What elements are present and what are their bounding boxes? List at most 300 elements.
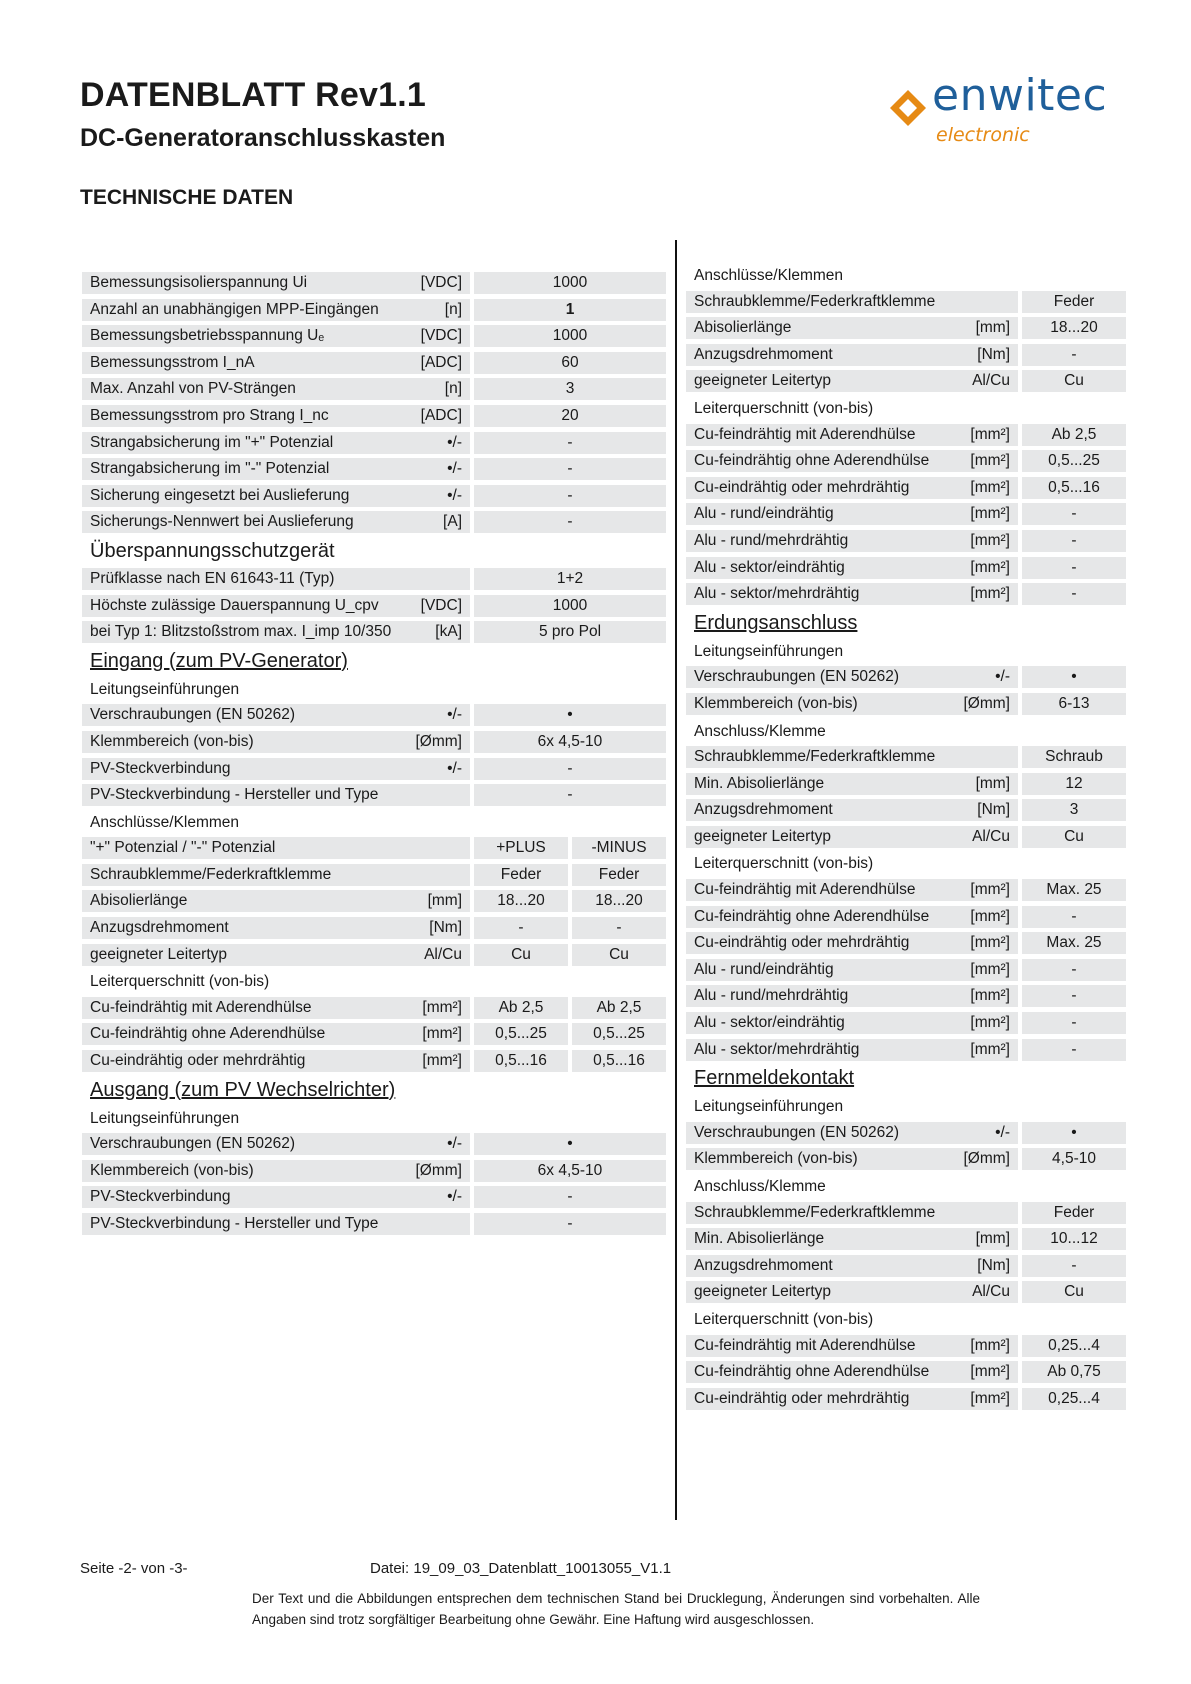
spec-value-minus: 0,5...25 <box>572 1023 666 1045</box>
spec-value: Cu <box>1022 826 1126 848</box>
spec-unit: [mm²] <box>970 585 1010 603</box>
section-heading <box>686 1063 1126 1093</box>
spec-value: 10...12 <box>1022 1228 1126 1250</box>
spec-unit: [mm²] <box>970 907 1010 925</box>
spec-unit: [mm²] <box>970 1363 1010 1381</box>
right-spec-column <box>686 262 1126 1412</box>
section-heading-label: Überspannungsschutzgerät <box>90 539 335 562</box>
spec-value: - <box>474 458 666 480</box>
spec-label: Alu - sektor/mehrdrähtig <box>686 583 1018 605</box>
spec-unit <box>382 784 462 806</box>
spec-unit: Al/Cu <box>972 827 1010 845</box>
spec-row <box>686 1200 1126 1227</box>
spec-value: - <box>474 1213 666 1235</box>
spec-unit: •/- <box>447 433 462 451</box>
subsection-label-row <box>686 1173 1126 1200</box>
spec-value: Feder <box>1022 1202 1126 1224</box>
spec-row <box>686 1333 1126 1360</box>
spec-label: Strangabsicherung im "+" Potenzial <box>82 432 470 454</box>
spec-unit: [Ømm] <box>963 1150 1010 1168</box>
spec-unit <box>382 864 462 886</box>
spec-label: Alu - rund/eindrähtig <box>686 503 1018 525</box>
subsection-label: Leiterquerschnitt (von-bis) <box>694 855 874 873</box>
spec-value: - <box>1022 530 1126 552</box>
spec-row <box>686 555 1126 582</box>
spec-label: Anzugsdrehmoment <box>686 1255 1018 1277</box>
spec-label: Cu-eindrähtig oder mehrdrähtig <box>82 1050 470 1072</box>
subsection-label-row <box>82 809 666 836</box>
spec-unit: [Ømm] <box>415 1161 462 1179</box>
spec-unit: •/- <box>995 1123 1010 1141</box>
subsection-label-row <box>686 850 1126 877</box>
spec-unit: [mm] <box>427 892 462 910</box>
spec-row <box>82 376 666 403</box>
spec-value: Max. 25 <box>1022 932 1126 954</box>
spec-row <box>82 888 666 915</box>
spec-value: - <box>1022 985 1126 1007</box>
spec-row <box>82 756 666 783</box>
spec-label: geeigneter Leitertyp <box>686 826 1018 848</box>
spec-value: - <box>474 511 666 533</box>
spec-value-plus: 18...20 <box>474 890 568 912</box>
spec-value: 6x 4,5-10 <box>474 1160 666 1182</box>
section-heading <box>82 536 666 566</box>
section-heading <box>686 608 1126 638</box>
spec-value: 0,5...25 <box>1022 450 1126 472</box>
spec-unit: •/- <box>447 706 462 724</box>
spec-value: 0,25...4 <box>1022 1388 1126 1410</box>
spec-row <box>686 368 1126 395</box>
spec-value: - <box>474 1186 666 1208</box>
spec-unit: •/- <box>447 486 462 504</box>
spec-unit: [mm] <box>975 774 1010 792</box>
spec-label: Alu - sektor/eindrähtig <box>686 557 1018 579</box>
subsection-label-row <box>686 638 1126 665</box>
spec-value: 0,5...16 <box>1022 477 1126 499</box>
spec-value: • <box>474 1133 666 1155</box>
spec-value: - <box>1022 959 1126 981</box>
spec-unit <box>382 837 462 859</box>
logo-subtitle: electronic <box>936 124 1030 146</box>
spec-unit <box>924 1202 1010 1224</box>
spec-unit: [mm²] <box>970 987 1010 1005</box>
spec-row <box>686 824 1126 851</box>
spec-value: • <box>1022 666 1126 688</box>
spec-value-minus: Ab 2,5 <box>572 997 666 1019</box>
spec-label: Max. Anzahl von PV-Strängen <box>82 378 470 400</box>
spec-label: Alu - rund/mehrdrähtig <box>686 985 1018 1007</box>
spec-label: Abisolierlänge <box>82 890 470 912</box>
spec-label: Cu-feindrähtig mit Aderendhülse <box>686 424 1018 446</box>
spec-unit: [ADC] <box>420 406 462 424</box>
spec-label: PV-Steckverbindung - Hersteller und Type <box>82 1213 470 1235</box>
spec-value: - <box>474 485 666 507</box>
spec-unit: [A] <box>443 513 462 531</box>
spec-value: • <box>1022 1122 1126 1144</box>
spec-unit: [mm²] <box>422 998 462 1016</box>
subsection-label-row <box>686 395 1126 422</box>
spec-value-minus: -MINUS <box>572 837 666 859</box>
section-heading-label: Erdungsanschluss <box>694 611 858 634</box>
spec-unit <box>382 1213 462 1235</box>
subsection-label-row <box>686 718 1126 745</box>
spec-label: Schraubklemme/Federkraftklemme <box>686 291 1018 313</box>
spec-label: Cu-feindrähtig mit Aderendhülse <box>686 879 1018 901</box>
spec-label: Verschraubungen (EN 50262) <box>686 666 1018 688</box>
spec-unit: [mm²] <box>970 881 1010 899</box>
spec-label: Bemessungsstrom I_nA <box>82 352 470 374</box>
section-heading-label: Eingang (zum PV-Generator) <box>90 649 348 672</box>
spec-row <box>686 1253 1126 1280</box>
spec-row <box>686 1146 1126 1173</box>
spec-row <box>686 930 1126 957</box>
subsection-label: Anschlüsse/Klemmen <box>694 267 844 284</box>
spec-row <box>82 483 666 510</box>
spec-unit: [Nm] <box>977 345 1010 363</box>
spec-row <box>686 342 1126 369</box>
spec-row <box>686 1386 1126 1413</box>
spec-value: 1000 <box>474 325 666 347</box>
spec-value: 3 <box>474 378 666 400</box>
spec-label: geeigneter Leitertyp <box>686 370 1018 392</box>
spec-row <box>686 904 1126 931</box>
spec-row <box>82 593 666 620</box>
spec-value: 1000 <box>474 595 666 617</box>
spec-value: Schraub <box>1022 746 1126 768</box>
subsection-label: Leitungseinführungen <box>90 1109 240 1127</box>
spec-label: Cu-feindrähtig ohne Aderendhülse <box>686 1361 1018 1383</box>
spec-label: PV-Steckverbindung <box>82 1186 470 1208</box>
spec-unit: [mm²] <box>970 505 1010 523</box>
spec-value: - <box>1022 344 1126 366</box>
section-heading-label: Ausgang (zum PV Wechselrichter) <box>90 1078 396 1101</box>
spec-unit: [Ømm] <box>415 732 462 750</box>
subsection-label-row <box>82 1105 666 1132</box>
spec-unit: [mm] <box>975 319 1010 337</box>
spec-value: - <box>474 432 666 454</box>
spec-value: • <box>474 704 666 726</box>
spec-label: Cu-feindrähtig ohne Aderendhülse <box>686 906 1018 928</box>
spec-label: Verschraubungen (EN 50262) <box>686 1122 1018 1144</box>
subsection-label-row <box>82 676 666 703</box>
spec-label: Anzugsdrehmoment <box>82 917 470 939</box>
spec-row <box>686 448 1126 475</box>
subsection-label: Leiterquerschnitt (von-bis) <box>694 1310 874 1328</box>
spec-value: - <box>1022 557 1126 579</box>
spec-label: bei Typ 1: Blitzstoßstrom max. I_imp 10/350 <box>82 621 470 643</box>
spec-row <box>686 315 1126 342</box>
spec-row <box>686 744 1126 771</box>
spec-value: 1+2 <box>474 568 666 590</box>
spec-value: 60 <box>474 352 666 374</box>
spec-value: - <box>1022 1012 1126 1034</box>
company-logo <box>888 70 1128 152</box>
spec-row <box>82 403 666 430</box>
subsection-label: Leitungseinführungen <box>694 1098 844 1116</box>
spec-value-plus: 0,5...16 <box>474 1050 568 1072</box>
spec-row <box>686 691 1126 718</box>
spec-value: 18...20 <box>1022 317 1126 339</box>
spec-unit: [Ømm] <box>963 694 1010 712</box>
spec-row <box>686 1037 1126 1064</box>
spec-row <box>82 323 666 350</box>
spec-label: "+" Potenzial / "-" Potenzial <box>82 837 470 859</box>
subsection-label-row <box>82 968 666 995</box>
spec-row <box>82 995 666 1022</box>
spec-value: - <box>1022 1039 1126 1061</box>
spec-value-plus: - <box>474 917 568 939</box>
spec-row <box>686 983 1126 1010</box>
spec-unit: [mm²] <box>422 1025 462 1043</box>
spec-value: Cu <box>1022 1281 1126 1303</box>
spec-value-minus: Cu <box>572 944 666 966</box>
spec-unit <box>382 568 462 590</box>
spec-label: Sicherungs-Nennwert bei Auslieferung <box>82 511 470 533</box>
subsection-label-row <box>686 1093 1126 1120</box>
spec-unit: [kA] <box>435 623 462 641</box>
subsection-label-row <box>686 262 1126 289</box>
spec-value: - <box>474 758 666 780</box>
spec-label: PV-Steckverbindung - Hersteller und Type <box>82 784 470 806</box>
left-spec-column <box>82 270 666 1238</box>
spec-unit: [mm²] <box>970 1389 1010 1407</box>
spec-unit: [Nm] <box>977 1256 1010 1274</box>
spec-unit: [VDC] <box>420 327 462 345</box>
spec-row <box>82 1211 666 1238</box>
subsection-label: Leiterquerschnitt (von-bis) <box>694 399 874 417</box>
spec-row <box>686 1010 1126 1037</box>
file-name: Datei: 19_09_03_Datenblatt_10013055_V1.1 <box>370 1560 672 1577</box>
subsection-label: Leiterquerschnitt (von-bis) <box>90 973 270 991</box>
spec-unit <box>924 291 1010 313</box>
spec-label: Schraubklemme/Federkraftklemme <box>686 1202 1018 1224</box>
spec-row <box>82 729 666 756</box>
spec-row <box>82 942 666 969</box>
spec-row <box>82 566 666 593</box>
spec-label: geeigneter Leitertyp <box>82 944 470 966</box>
spec-label: Alu - sektor/eindrähtig <box>686 1012 1018 1034</box>
spec-row <box>686 475 1126 502</box>
spec-unit: [n] <box>444 300 462 318</box>
spec-row <box>686 664 1126 691</box>
spec-value-plus: +PLUS <box>474 837 568 859</box>
spec-value-plus: Ab 2,5 <box>474 997 568 1019</box>
spec-value: - <box>1022 503 1126 525</box>
spec-row <box>686 581 1126 608</box>
spec-row <box>82 1021 666 1048</box>
spec-value: - <box>1022 583 1126 605</box>
spec-label: Verschraubungen (EN 50262) <box>82 1133 470 1155</box>
spec-unit: Al/Cu <box>972 1283 1010 1301</box>
spec-row <box>686 528 1126 555</box>
spec-unit: [mm²] <box>970 478 1010 496</box>
spec-label: Klemmbereich (von-bis) <box>82 1160 470 1182</box>
spec-value: Max. 25 <box>1022 879 1126 901</box>
subsection-label: Anschlüsse/Klemmen <box>90 813 240 831</box>
spec-value: 4,5-10 <box>1022 1148 1126 1170</box>
spec-label: Anzahl an unabhängigen MPP-Eingängen <box>82 299 470 321</box>
spec-value-minus: 18...20 <box>572 890 666 912</box>
spec-unit: [mm] <box>975 1230 1010 1248</box>
spec-value-plus: 0,5...25 <box>474 1023 568 1045</box>
spec-label: Schraubklemme/Federkraftklemme <box>686 746 1018 768</box>
spec-value-plus: Feder <box>474 864 568 886</box>
spec-label: Alu - sektor/mehrdrähtig <box>686 1039 1018 1061</box>
spec-row <box>82 270 666 297</box>
subsection-label-row <box>686 1306 1126 1333</box>
spec-row <box>82 1048 666 1075</box>
spec-row <box>686 957 1126 984</box>
spec-label: Cu-eindrähtig oder mehrdrähtig <box>686 932 1018 954</box>
spec-unit: [mm²] <box>970 1336 1010 1354</box>
spec-row <box>82 835 666 862</box>
spec-label: Schraubklemme/Federkraftklemme <box>82 864 470 886</box>
logo-diamond-icon <box>888 88 928 128</box>
spec-row <box>686 1226 1126 1253</box>
spec-label: Cu-feindrähtig ohne Aderendhülse <box>82 1023 470 1045</box>
subsection-label: Leitungseinführungen <box>90 680 240 698</box>
spec-row <box>82 509 666 536</box>
spec-unit: [mm²] <box>970 960 1010 978</box>
disclaimer-note: Der Text und die Abbildungen entsprechen dem technischen Stand bei Drucklegung, Änderungen sind vorbehalten. Alle Angaben sind trotz sorgfältiger Bearbeitung ohne Gewähr. Eine Haftung wird ausgeschlossen. <box>252 1591 980 1627</box>
spec-row <box>686 422 1126 449</box>
spec-unit: [mm²] <box>970 531 1010 549</box>
section-heading-label: Fernmeldekontakt <box>694 1067 855 1090</box>
subsection-label: Anschluss/Klemme <box>694 722 826 740</box>
spec-unit: [VDC] <box>420 596 462 614</box>
spec-unit: [mm²] <box>970 558 1010 576</box>
spec-row <box>82 1158 666 1185</box>
spec-label: PV-Steckverbindung <box>82 758 470 780</box>
spec-row <box>686 797 1126 824</box>
document-title: DATENBLATT Rev1.1 <box>80 76 426 114</box>
section-title: TECHNISCHE DATEN <box>80 186 294 209</box>
spec-label: Verschraubungen (EN 50262) <box>82 704 470 726</box>
spec-label: geeigneter Leitertyp <box>686 1281 1018 1303</box>
spec-unit: [mm²] <box>970 934 1010 952</box>
subsection-label: Leitungseinführungen <box>694 642 844 660</box>
spec-unit: [n] <box>444 380 462 398</box>
spec-value: 1 <box>474 299 666 321</box>
spec-value: 0,25...4 <box>1022 1335 1126 1357</box>
spec-unit: [Nm] <box>429 919 462 937</box>
spec-value: - <box>1022 906 1126 928</box>
spec-row <box>82 350 666 377</box>
spec-row <box>82 782 666 809</box>
spec-value: 1000 <box>474 272 666 294</box>
spec-value: Ab 2,5 <box>1022 424 1126 446</box>
spec-unit: [mm²] <box>970 1014 1010 1032</box>
spec-label: Strangabsicherung im "-" Potenzial <box>82 458 470 480</box>
spec-label: Klemmbereich (von-bis) <box>686 1148 1018 1170</box>
spec-row <box>686 501 1126 528</box>
spec-label: Cu-eindrähtig oder mehrdrähtig <box>686 477 1018 499</box>
spec-unit <box>924 746 1010 768</box>
spec-value-minus: Feder <box>572 864 666 886</box>
spec-label: Höchste zulässige Dauerspannung U_cpv <box>82 595 470 617</box>
spec-row <box>686 877 1126 904</box>
spec-label: Bemessungsisolierspannung Ui <box>82 272 470 294</box>
spec-unit: [mm²] <box>970 425 1010 443</box>
spec-label: Prüfklasse nach EN 61643-11 (Typ) <box>82 568 470 590</box>
spec-row <box>82 456 666 483</box>
spec-value: 12 <box>1022 773 1126 795</box>
spec-row <box>82 1184 666 1211</box>
spec-unit: [mm²] <box>970 452 1010 470</box>
spec-label: Klemmbereich (von-bis) <box>82 731 470 753</box>
spec-row <box>686 289 1126 316</box>
spec-label: Min. Abisolierlänge <box>686 773 1018 795</box>
spec-row <box>82 430 666 457</box>
spec-value: - <box>1022 1255 1126 1277</box>
spec-value: Feder <box>1022 291 1126 313</box>
section-heading <box>82 1075 666 1105</box>
spec-label: Alu - rund/mehrdrähtig <box>686 530 1018 552</box>
spec-unit: [VDC] <box>420 274 462 291</box>
spec-label: Anzugsdrehmoment <box>686 799 1018 821</box>
spec-row <box>82 862 666 889</box>
spec-label: Klemmbereich (von-bis) <box>686 693 1018 715</box>
spec-label: Bemessungsbetriebsspannung Uₑ <box>82 325 470 347</box>
spec-unit: •/- <box>447 1188 462 1206</box>
spec-unit: Al/Cu <box>424 945 462 963</box>
spec-unit: [mm²] <box>970 1040 1010 1058</box>
spec-value-minus: - <box>572 917 666 939</box>
spec-unit: •/- <box>447 759 462 777</box>
column-divider <box>675 240 677 1520</box>
spec-value: 5 pro Pol <box>474 621 666 643</box>
spec-unit: [ADC] <box>420 353 462 371</box>
section-heading <box>82 646 666 676</box>
spec-value-plus: Cu <box>474 944 568 966</box>
spec-row <box>82 619 666 646</box>
spec-value: Ab 0,75 <box>1022 1361 1126 1383</box>
document-subtitle: DC-Generatoranschlusskasten <box>80 124 446 152</box>
spec-value: 20 <box>474 405 666 427</box>
spec-row <box>82 915 666 942</box>
spec-row <box>686 1359 1126 1386</box>
spec-unit: •/- <box>447 1135 462 1153</box>
spec-value: Cu <box>1022 370 1126 392</box>
spec-row <box>686 1120 1126 1147</box>
page-number: Seite -2- von -3- <box>80 1560 188 1577</box>
spec-value: 6-13 <box>1022 693 1126 715</box>
spec-label: Cu-feindrähtig mit Aderendhülse <box>82 997 470 1019</box>
spec-row <box>82 297 666 324</box>
spec-label: Cu-feindrähtig mit Aderendhülse <box>686 1335 1018 1357</box>
spec-label: Min. Abisolierlänge <box>686 1228 1018 1250</box>
spec-label: Cu-eindrähtig oder mehrdrähtig <box>686 1388 1018 1410</box>
spec-value: 6x 4,5-10 <box>474 731 666 753</box>
subsection-label: Anschluss/Klemme <box>694 1178 826 1195</box>
spec-unit: Al/Cu <box>972 372 1010 390</box>
spec-row <box>82 1131 666 1158</box>
spec-label: Bemessungsstrom pro Strang I_nc <box>82 405 470 427</box>
spec-label: Anzugsdrehmoment <box>686 344 1018 366</box>
logo-wordmark: enwitec <box>932 70 1108 121</box>
spec-unit: [Nm] <box>977 801 1010 819</box>
spec-row <box>82 702 666 729</box>
spec-value: 3 <box>1022 799 1126 821</box>
spec-value: - <box>474 784 666 806</box>
spec-label: Alu - rund/eindrähtig <box>686 959 1018 981</box>
spec-row <box>686 1279 1126 1306</box>
spec-label: Cu-feindrähtig ohne Aderendhülse <box>686 450 1018 472</box>
spec-unit: •/- <box>447 460 462 478</box>
spec-row <box>686 771 1126 798</box>
spec-unit: •/- <box>995 668 1010 686</box>
spec-label: Sicherung eingesetzt bei Auslieferung <box>82 485 470 507</box>
